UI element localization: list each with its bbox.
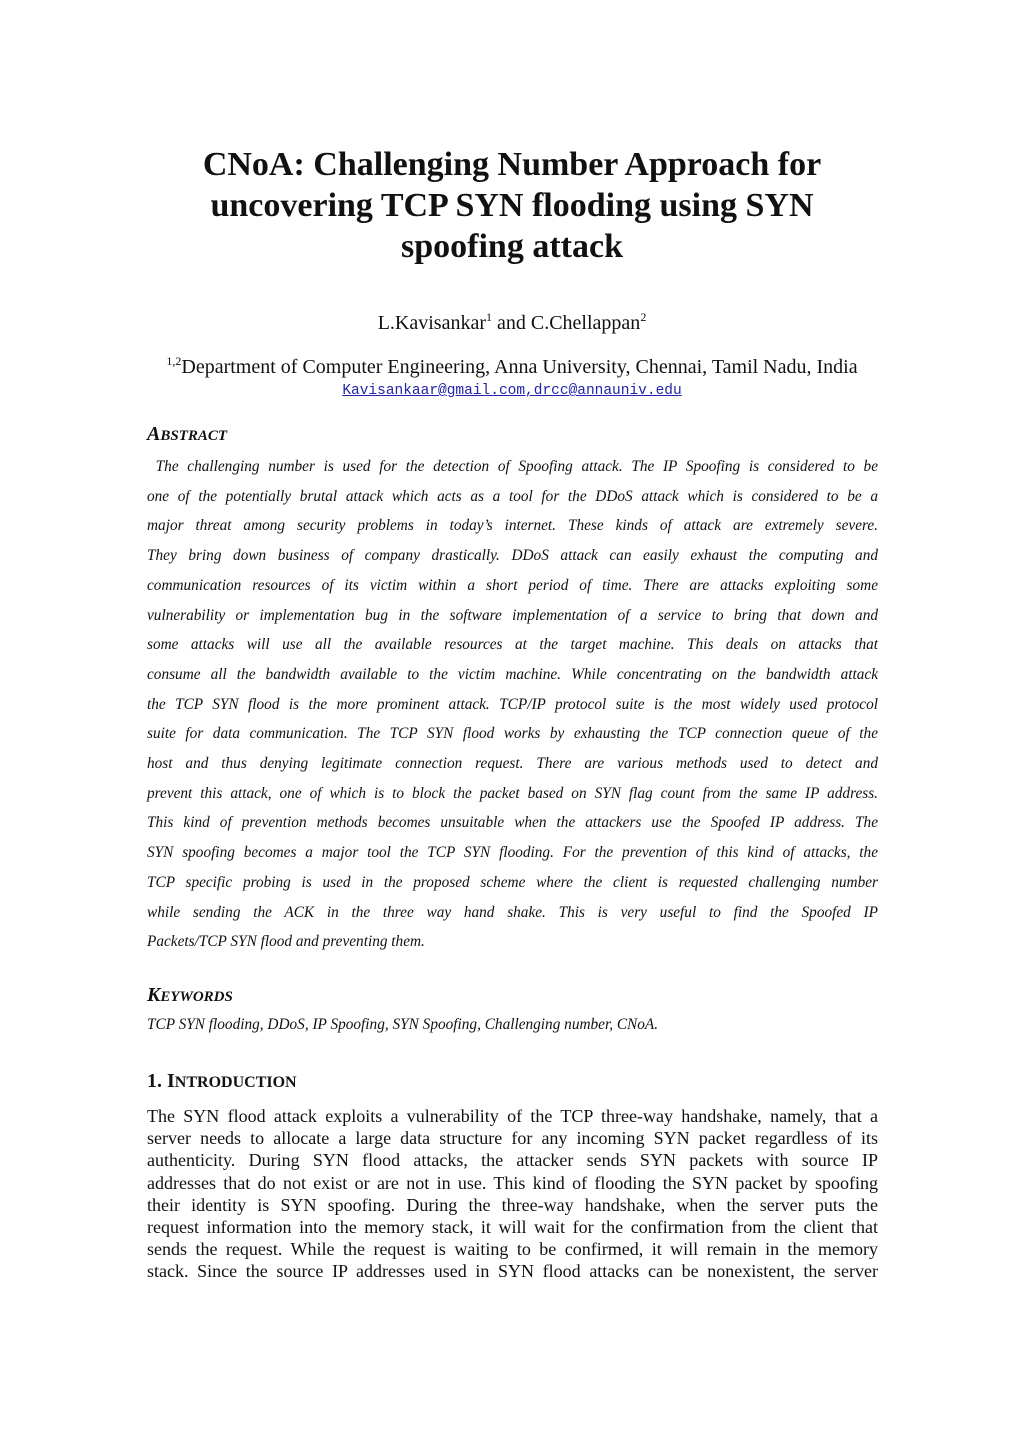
- abstract-body: [147, 452, 878, 957]
- abstract-line: while sending the ACK in the three way hand shake. This is very useful to find the Spoofed IP: [147, 903, 878, 921]
- introduction-line: The SYN flood attack exploits a vulnerability of the TCP three-way handshake, namely, that a: [147, 1106, 878, 1126]
- abstract-line: They bring down business of company drastically. DDoS attack can easily exhaust the computing and: [147, 547, 878, 565]
- introduction-line: server needs to allocate a large data structure for any incoming SYN packet regardless of its: [147, 1128, 878, 1149]
- keywords-text: TCP SYN flooding, DDoS, IP Spoofing, SYN Spoofing, Challenging number, CNoA.: [147, 1016, 659, 1033]
- title-line: spoofing attack: [401, 228, 623, 265]
- keywords-heading: [147, 984, 233, 1007]
- abstract-heading-initial: A: [147, 423, 161, 445]
- abstract-line: TCP specific probing is used in the proposed scheme where the client is requested challenging number: [147, 873, 878, 891]
- abstract-heading: [147, 423, 227, 446]
- author-superscript: 1: [485, 310, 492, 324]
- introduction-line: addresses that do not exist or are not in use. This kind of flooding the SYN packet by spoofing: [147, 1172, 878, 1193]
- author-conjunction: and: [491, 312, 531, 334]
- title-line: CNoA: Challenging Number Approach for: [202, 146, 822, 183]
- author-name: L.Kavisankar: [377, 312, 486, 334]
- keywords-heading-initial: K: [147, 984, 161, 1006]
- abstract-line: vulnerability or implementation bug in the software implementation of a service to bring that down and: [147, 606, 878, 624]
- author-list: [140, 312, 884, 335]
- abstract-line: host and thus denying legitimate connection request. There are various methods used to detect and: [147, 755, 878, 773]
- paper-title: [140, 144, 884, 267]
- introduction-heading-number: 1. I: [147, 1070, 175, 1092]
- abstract-line: prevent this attack, one of which is to block the packet based on SYN flag count from the same IP address.: [147, 784, 878, 802]
- title-line: uncovering TCP SYN flooding using SYN: [210, 187, 814, 224]
- introduction-line: stack. Since the source IP addresses used in SYN flood attacks can be nonexistent, the server: [147, 1261, 878, 1282]
- abstract-line: consume all the bandwidth available to the victim machine. While concentrating on the bandwidth attack: [147, 665, 878, 683]
- author-superscript: 2: [640, 310, 647, 324]
- abstract-line: The challenging number is used for the detection of Spoofing attack. The IP Spoofing is considered to be: [147, 458, 878, 475]
- affiliation: [120, 356, 904, 379]
- introduction-body: [147, 1105, 878, 1283]
- introduction-line: authenticity. During SYN flood attacks, the attacker sends SYN packets with source IP: [147, 1150, 878, 1171]
- abstract-line: major threat among security problems in today’s internet. These kinds of attack are extremely severe.: [147, 517, 878, 535]
- abstract-line: This kind of prevention methods becomes unsuitable when the attackers use the Spoofed IP address. The: [147, 814, 878, 832]
- abstract-line: SYN spoofing becomes a major tool the TCP SYN flooding. For the prevention of this kind of attacks, the: [147, 844, 878, 862]
- email-link[interactable]: Kavisankaar@gmail.com,drcc@annauniv.edu: [342, 383, 682, 399]
- introduction-heading: [147, 1070, 297, 1093]
- author-emails: [140, 383, 884, 399]
- affiliation-text: Department of Computer Engineering, Anna University, Chennai, Tamil Nadu, India: [181, 356, 858, 378]
- abstract-line: some attacks will use all the available resources at the target machine. This deals on attacks that: [147, 636, 878, 654]
- abstract-heading-rest: BSTRACT: [160, 428, 228, 444]
- affiliation-superscript: 1,2: [166, 354, 182, 368]
- abstract-line: communication resources of its victim within a short period of time. There are attacks exploiting some: [147, 576, 878, 594]
- abstract-line: Packets/TCP SYN flood and preventing them.: [147, 933, 425, 951]
- introduction-line: their identity is SYN spoofing. During the three-way handshake, when the server puts the: [147, 1194, 878, 1215]
- abstract-line: the TCP SYN flood is the more prominent attack. TCP/IP protocol suite is the most widely used protocol: [147, 695, 878, 713]
- introduction-line: sends the request. While the request is waiting to be confirmed, it will remain in the memory: [147, 1239, 878, 1260]
- introduction-line: request information into the memory stack, it will wait for the confirmation from the client that: [147, 1217, 878, 1238]
- keywords-heading-rest: EYWORDS: [160, 989, 233, 1005]
- abstract-line: suite for data communication. The TCP SYN flood works by exhausting the TCP connection queue of the: [147, 725, 878, 743]
- introduction-heading-rest: NTRODUCTION: [174, 1074, 297, 1091]
- abstract-line: one of the potentially brutal attack which acts as a tool for the DDoS attack which is considered to be a: [147, 487, 878, 505]
- author-name: C.Chellappan: [530, 312, 641, 334]
